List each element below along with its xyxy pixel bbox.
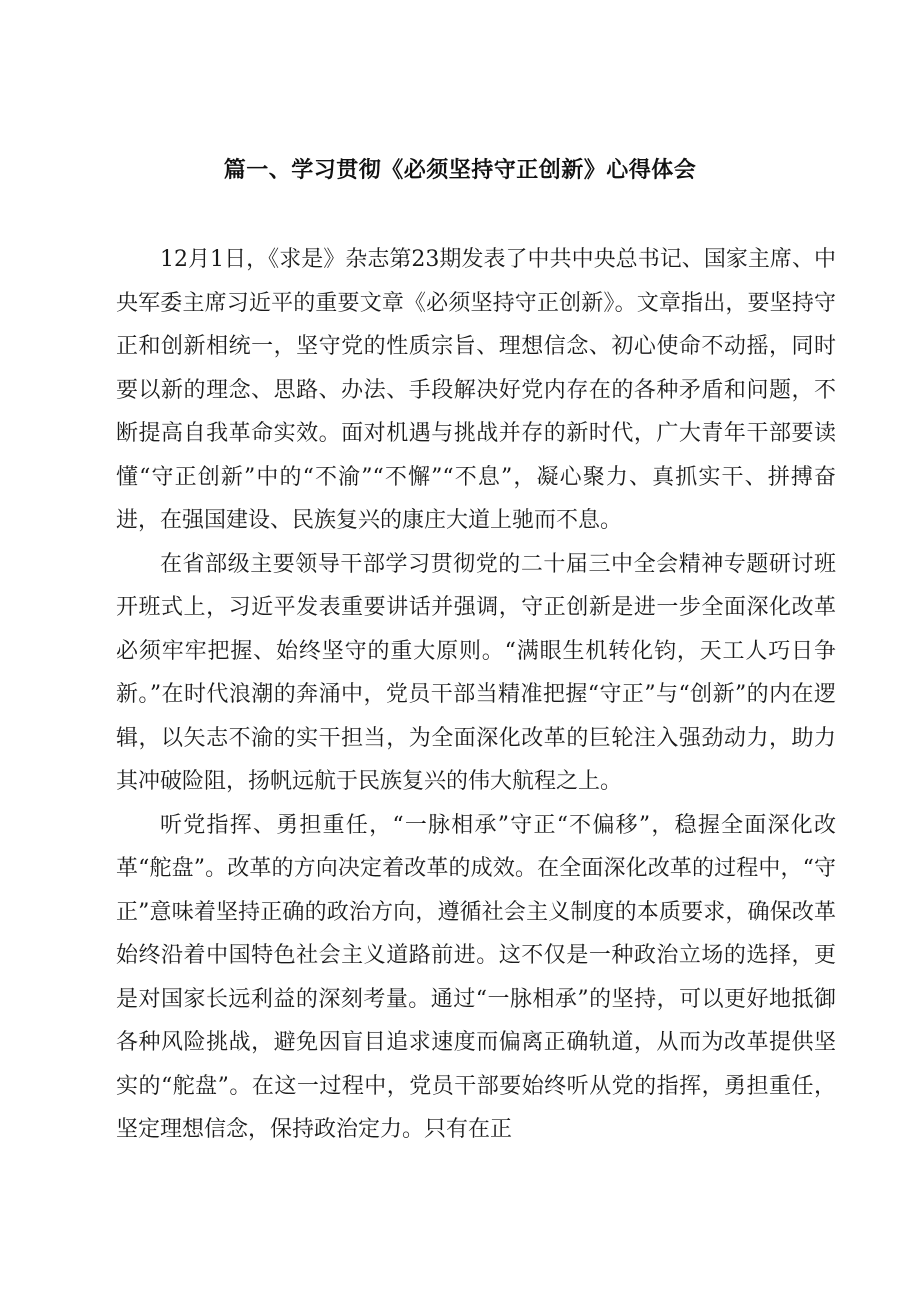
document-title: 篇一、学习贯彻《必须坚持守正创新》心得体会 (223, 158, 697, 183)
paragraph-2: 在省部级主要领导干部学习贯彻党的二十届三中全会精神专题研讨班开班式上，习近平发表重要讲话并强调，守正创新是进一步全面深化改革必须牢牢把握、始终坚守的重大原则。“满眼生机转化钧，天工人巧日争新。”在时代浪潮的奔涌中，党员干部当精准把握“守正”与“创新”的内在逻辑，以矢志不渝的实干担当，为全面深化改革的巨轮注入强劲动力，助力其冲破险阻，扬帆远航于民族复兴的伟大航程之上。 (116, 551, 836, 794)
paragraph-1: 12月1日，《求是》杂志第23期发表了中共中央总书记、国家主席、中央军委主席习近平的重要文章《必须坚持守正创新》。文章指出，要坚持守正和创新相统一，坚守党的性质宗旨、理想信念、初心使命不动摇，同时要以新的理念、思路、办法、手段解决好党内存在的各种矛盾和问题，不断提高自我革命实效。面对机遇与挑战并存的新时代，广大青年干部要读懂“守正创新”中的“不渝”“不懈”“不息”，凝心聚力、真抓实干、拼搏奋进，在强国建设、民族复兴的康庄大道上驰而不息。 (116, 247, 836, 533)
document-body (116, 238, 836, 1152)
paragraph-3: 听党指挥、勇担重任，“一脉相承”守正“不偏移”，稳握全面深化改革“舵盘”。改革的方向决定着改革的成效。在全面深化改革的过程中，“守正”意味着坚持正确的政治方向，遵循社会主义制度的本质要求，确保改革始终沿着中国特色社会主义道路前进。这不仅是一种政治立场的选择，更是对国家长远利益的深刻考量。通过“一脉相承”的坚持，可以更好地抵御各种风险挑战，避免因盲目追求速度而偏离正确轨道，从而为改革提供坚实的“舵盘”。在这一过程中，党员干部要始终听从党的指挥，勇担重任，坚定理想信念，保持政治定力。只有在正 (116, 812, 836, 1142)
